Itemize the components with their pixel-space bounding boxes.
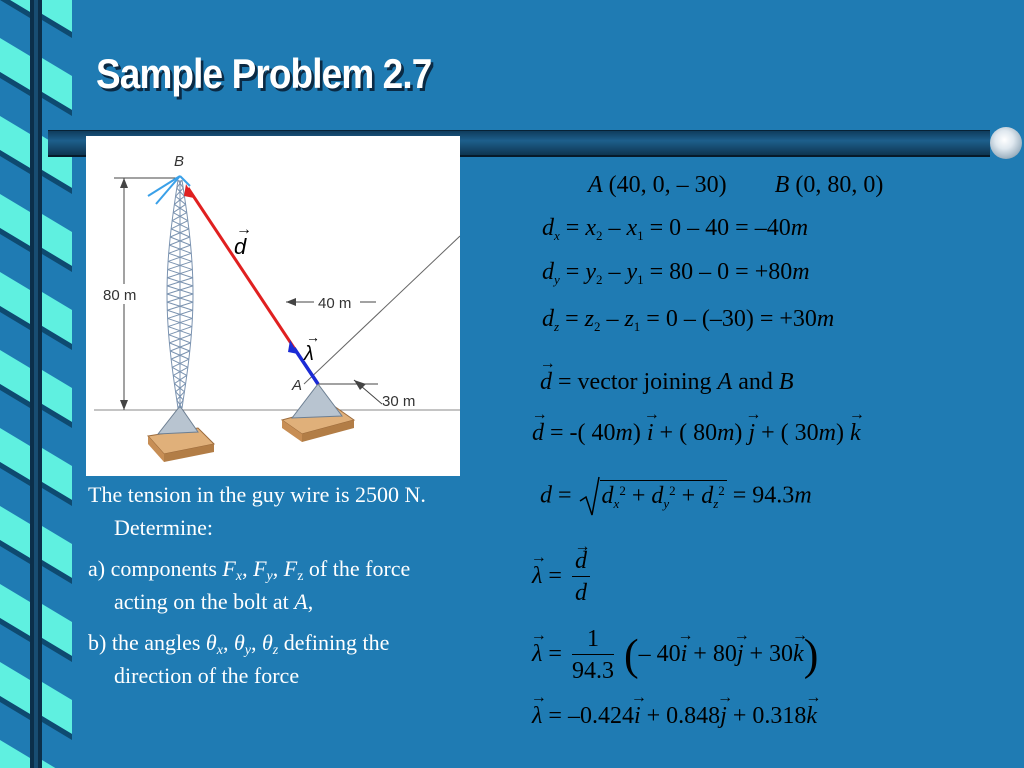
magnitude-equation: $d = d_x^2 + d_y^2 + d_z^2 = 94.3m$ bbox=[540, 475, 812, 519]
slide-title: Sample Problem 2.7 bbox=[96, 50, 432, 97]
vector-definition: → d = vector joining A and B bbox=[540, 369, 794, 396]
svg-text:→: → bbox=[306, 329, 320, 345]
point-a-label: A bbox=[292, 377, 303, 394]
vector-d-label: d bbox=[234, 234, 247, 259]
vector-d-components: → d = -( 40m) → i + ( 80m) → j + ( 30m) → k bbox=[532, 420, 861, 447]
problem-statement bbox=[88, 478, 528, 700]
problem-part-a: a) components $F_x$, $F_y$, $F_z$ of the force acting on the bolt at A, bbox=[88, 556, 411, 614]
title-bar-end-knob bbox=[990, 127, 1022, 159]
problem-part-b: b) the angles $\theta_x$, $\theta_y$, $\theta_z$ defining the direction of the force bbox=[88, 630, 390, 688]
lambda-definition: → λ = → $\frac{d}{d}$ bbox=[532, 546, 594, 609]
coordinates-line: A (40, 0, – 30) B (0, 80, 0) bbox=[588, 172, 884, 198]
height-label: 80 m bbox=[103, 287, 137, 304]
tower-guy-wire-diagram bbox=[86, 136, 460, 476]
tower-lattice bbox=[167, 180, 193, 408]
svg-text:→: → bbox=[236, 221, 252, 238]
problem-intro: The tension in the guy wire is 2500 N. Determine: bbox=[88, 482, 426, 540]
dz-equation: $d_z = z_2 - z_1 = 0 - (-30) = +30m$ bbox=[542, 306, 835, 334]
dx-equation: $d_x = x_2 - x_1 = 0 - 40 = -40m$ bbox=[542, 215, 809, 243]
tower-figure-panel bbox=[86, 136, 460, 476]
point-b-label: B bbox=[174, 153, 185, 170]
vector-lambda-label: λ bbox=[304, 343, 314, 365]
dy-equation: $d_y = y_2 - y_1 = 80 - 0 = +80m$ bbox=[542, 259, 810, 287]
lambda-expression: → λ = $\frac{1}{94.3}$ (– 40→ i + 80→ j + 30→ k) bbox=[532, 624, 818, 687]
lambda-result: → λ = –0.424→ i + 0.848→ j + 0.318→ k bbox=[532, 703, 817, 730]
left-border-decoration bbox=[0, 0, 80, 768]
horizontal-label: 40 m bbox=[318, 295, 352, 312]
depth-label: 30 m bbox=[382, 393, 416, 410]
